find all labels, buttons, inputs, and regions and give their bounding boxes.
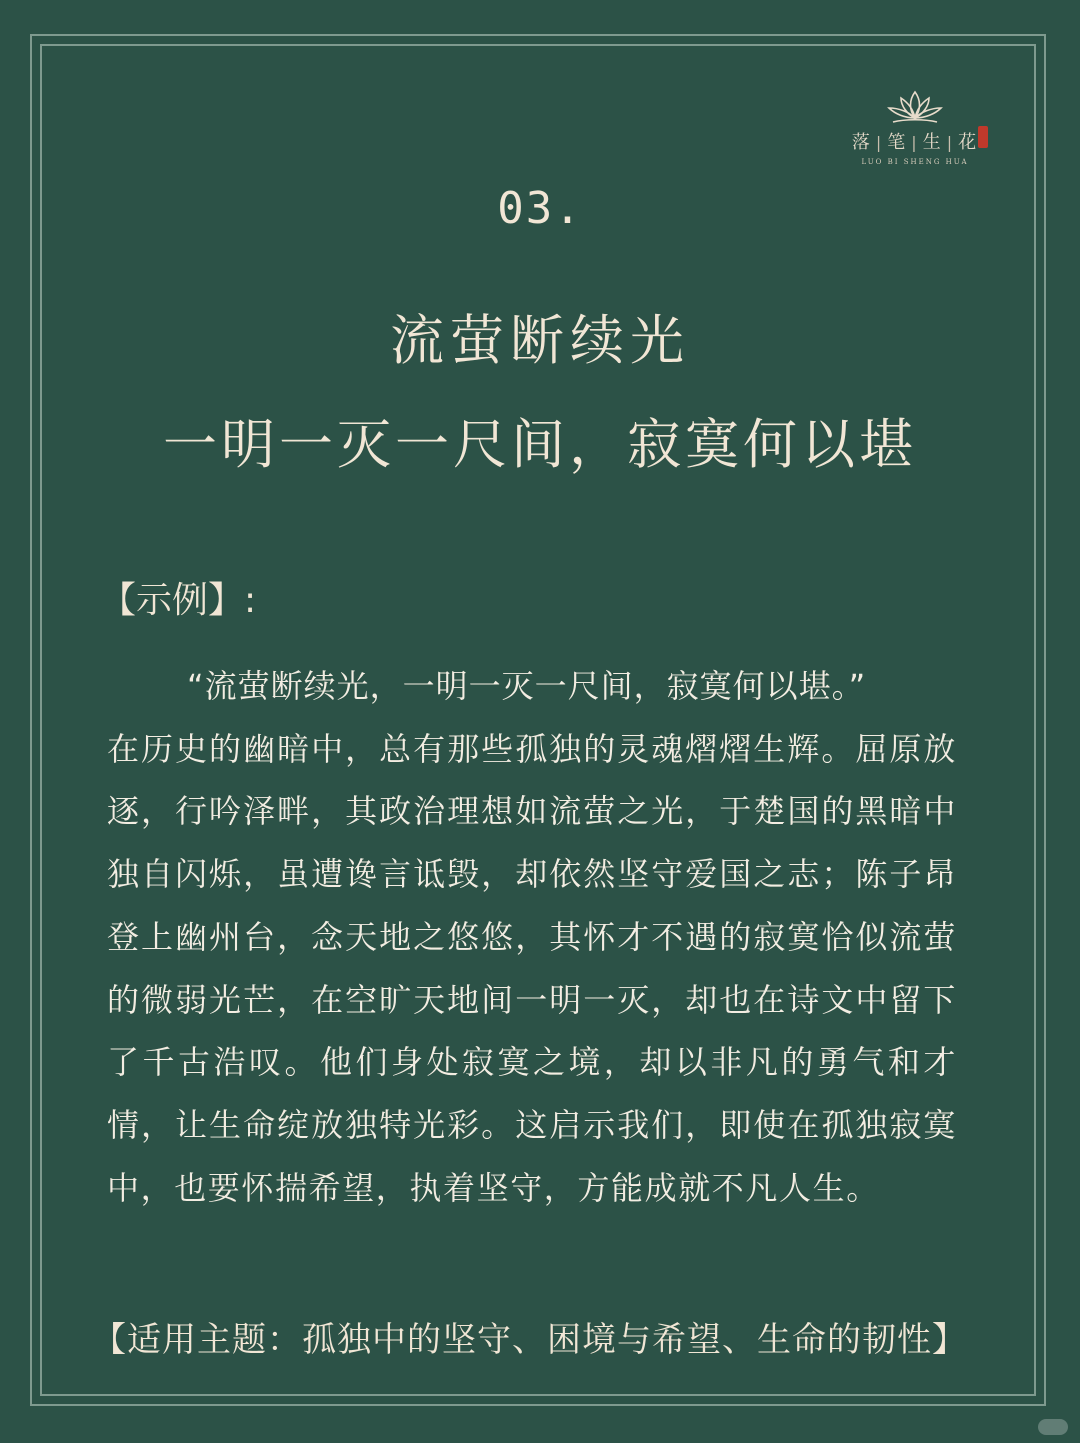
brand-pinyin: LUO BI SHENG HUA (861, 158, 969, 166)
lotus-icon (883, 88, 947, 126)
section-number: 03. (497, 183, 583, 234)
brand-char: 落 (851, 132, 872, 153)
title-line-1: 流萤断续光 (390, 309, 690, 372)
brand-char: 花 (958, 132, 979, 153)
seal-stamp (978, 126, 988, 148)
brand-logo (840, 88, 990, 188)
brand-chars: 落 | 笔 | 生 | 花 (840, 128, 990, 154)
body-text (107, 655, 957, 1219)
example-label: 【示例】: (100, 580, 257, 621)
body-paragraph: 在历史的幽暗中，总有那些孤独的灵魂熠熠生辉。屈原放逐，行吟泽畔，其政治理想如流萤之光，于楚国的黑暗中独自闪烁，虽遭谗言诋毁，却依然坚守爱国之志；陈子昂登上幽州台，念天地之悠悠，其怀才不遇的寂寞恰似流萤的微弱光芒，在空旷天地间一明一灭，却也在诗文中留下了千古浩叹。他们身处寂寞之境，却以非凡的勇气和才情，让生命绽放独特光彩。这启示我们，即使在孤独寂寞中，也要怀揣希望，执着坚守，方能成就不凡人生。 (107, 729, 957, 1207)
title-line-2: 一明一灭一尺间，寂寞何以堪 (163, 413, 917, 476)
applicable-themes: 【适用主题：孤独中的坚守、困境与希望、生命的韧性】 (92, 1320, 967, 1360)
quote-line: “流萤断续光，一明一灭一尺间，寂寞何以堪。” (187, 667, 867, 705)
brand-char: 笔 (887, 132, 908, 153)
watermark-badge (1038, 1419, 1068, 1435)
brand-char: 生 (922, 132, 943, 153)
